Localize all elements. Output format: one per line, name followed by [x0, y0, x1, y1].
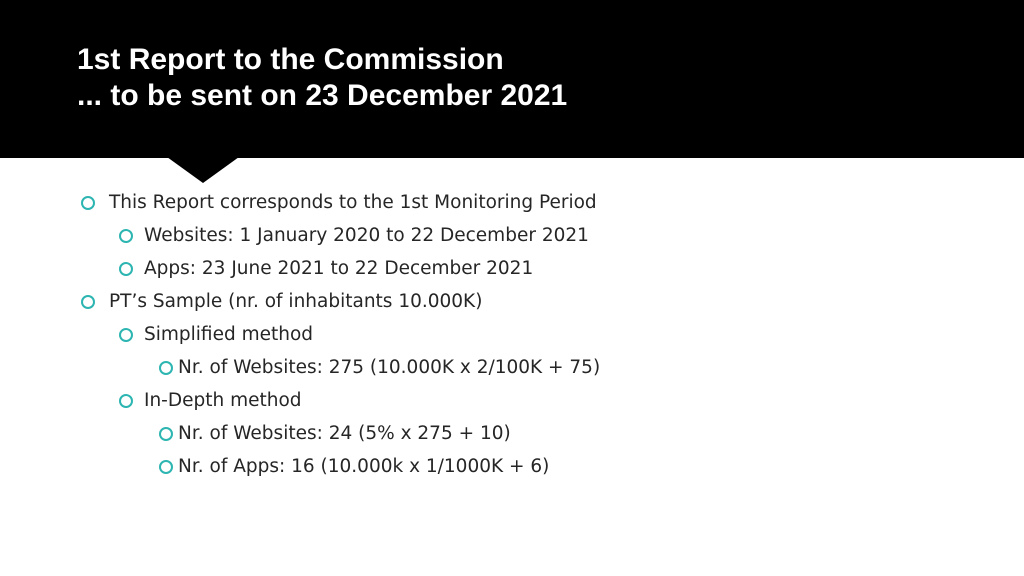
circle-bullet-icon	[81, 295, 95, 309]
bullet-text: Simplified method	[144, 324, 314, 345]
title-line-2: ... to be sent on 23 December 2021	[77, 79, 568, 112]
bullet-text: Apps: 23 June 2021 to 22 December 2021	[144, 258, 534, 279]
bullet-text: In-Depth method	[144, 390, 302, 411]
bullet-text: Websites: 1 January 2020 to 22 December 2021	[144, 225, 589, 246]
circle-bullet-icon	[81, 196, 95, 210]
bullet-item	[144, 254, 533, 284]
bullet-text: Nr. of Apps: 16 (10.000k x 1/1000K + 6)	[178, 456, 550, 477]
banner-pointer	[167, 157, 239, 183]
bullet-item	[178, 353, 600, 383]
bullet-item	[144, 320, 313, 350]
slide-title	[77, 42, 567, 114]
circle-bullet-icon	[159, 460, 173, 474]
bullet-item	[178, 419, 511, 449]
bullet-text: This Report corresponds to the 1st Monitoring Period	[109, 192, 597, 213]
circle-bullet-icon	[119, 328, 133, 342]
circle-bullet-icon	[159, 427, 173, 441]
bullet-item	[144, 221, 589, 251]
circle-bullet-icon	[119, 229, 133, 243]
bullet-item	[144, 386, 302, 416]
title-line-1: 1st Report to the Commission	[77, 43, 504, 76]
bullet-item	[178, 452, 549, 482]
circle-bullet-icon	[119, 262, 133, 276]
bullet-item	[109, 287, 482, 317]
bullet-item	[109, 188, 597, 218]
bullet-text: Nr. of Websites: 275 (10.000K x 2/100K + 75)	[178, 357, 601, 378]
bullet-text: PT’s Sample (nr. of inhabitants 10.000K)	[109, 291, 483, 312]
circle-bullet-icon	[119, 394, 133, 408]
bullet-text: Nr. of Websites: 24 (5% x 275 + 10)	[178, 423, 511, 444]
circle-bullet-icon	[159, 361, 173, 375]
